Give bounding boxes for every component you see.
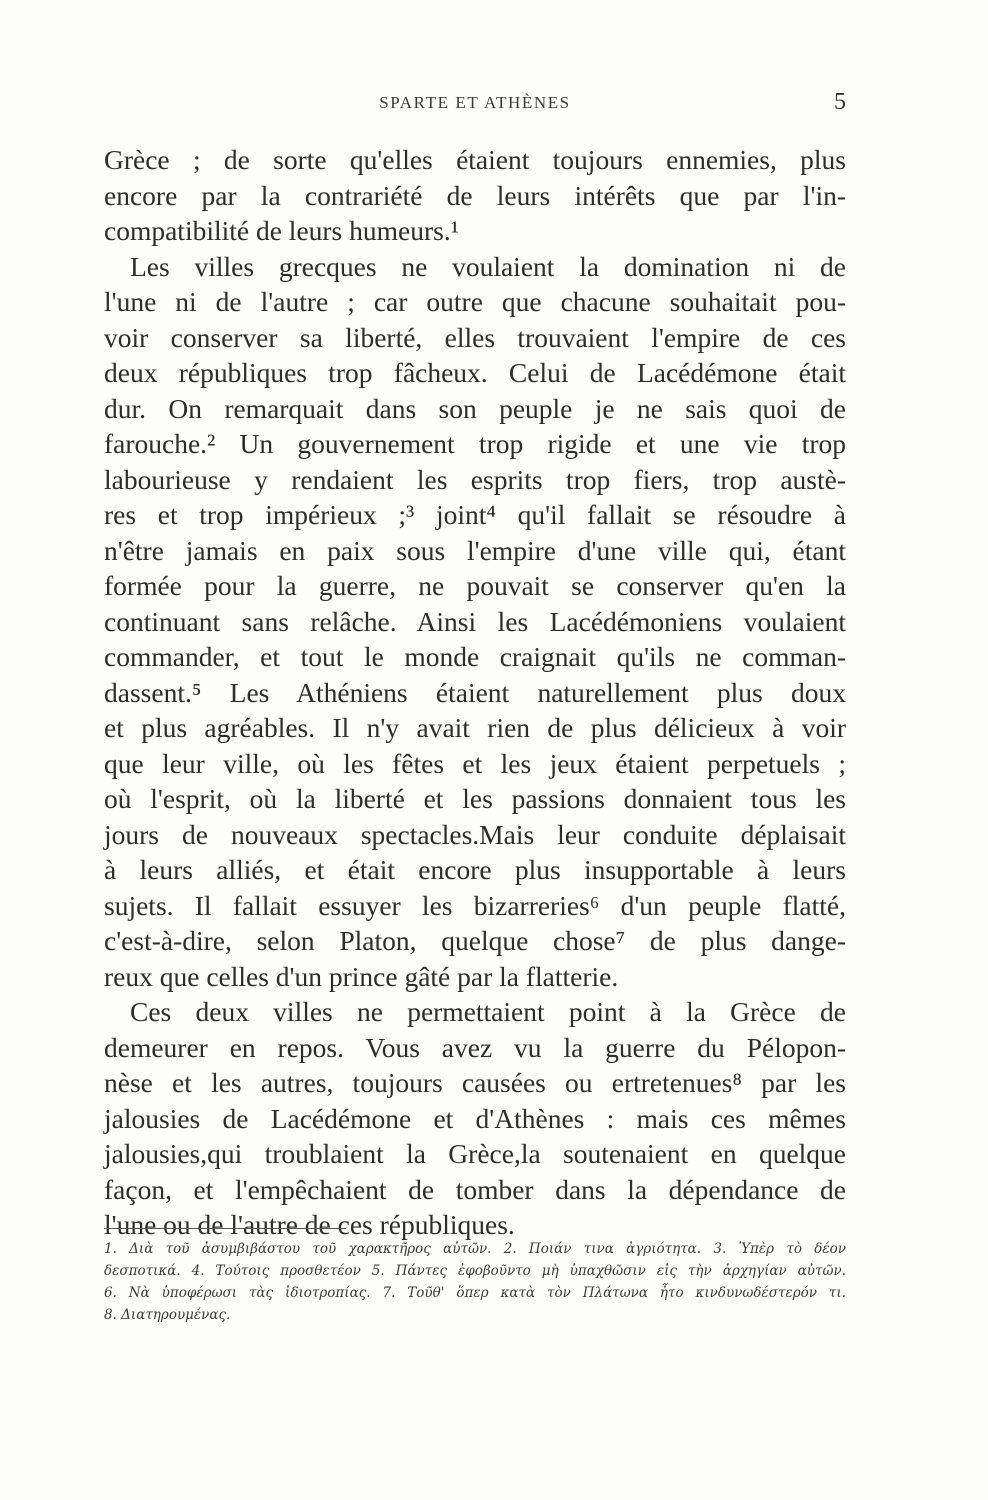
text-line: farouche.² Un gouvernement trop rigide et une vie trop [104,428,846,459]
text-line: n'être jamais en paix sous l'empire d'une ville qui, étant [104,534,846,566]
footnote-line: 6. Νὰ ὑποφέρωσι τὰς ἰδιοτροπίας. 7. Τοῦθ' ὅπερ κατὰ τὸν Πλάτωνα ἦτο κινδυνωδέστερόν τι. [104,1285,846,1301]
text-line: l'une ni de l'autre ; car outre que chacune souhaitait pou- [104,286,846,317]
footnote-line: 1. Διὰ τοῦ ἀσυμβιβάστου τοῦ χαρακτῆρος αὐτῶν. 2. Ποιάν τινα ἀγριότητα. 3. Ὑπὲρ τὸ δέον [104,1241,846,1257]
text-line: jalousies,qui troublaient la Grèce,la soutenaient en quelque [104,1138,846,1169]
text-line: façon, et l'empêchaient de tomber dans la dépendance de [104,1173,846,1205]
text-line: nèse et les autres, toujours causées ou ertretenues⁸ par les [104,1067,846,1098]
text-line: dassent.⁵ Les Athéniens étaient naturellement plus doux [104,676,846,708]
text-line: que leur ville, où les fêtes et les jeux étaient perpetuels ; [104,747,846,779]
footnote-divider [104,1228,346,1229]
text-line: Les villes grecques ne voulaient la domination ni de [130,250,846,282]
text-line: demeurer en repos. Vous avez vu la guerre du Pélopon- [104,1031,846,1063]
text-line: labourieuse y rendaient les esprits trop fiers, trop austè- [104,463,846,495]
page-number: 5 [834,89,846,115]
text-line: sujets. Il fallait essuyer les bizarreries⁶ d'un peuple flatté, [104,889,846,921]
text-line: voir conserver sa liberté, elles trouvaient l'empire de ces [104,321,846,353]
main-text [104,142,846,1243]
text-line: res et trop impérieux ;³ joint⁴ qu'il fallait se résoudre à [104,499,846,530]
footnote-line: δεσποτικά. 4. Τούτοις προσθετέον 5. Πάντες ἐφοβοῦντο μὴ ὑπαχθῶσιν εἰς τὴν ἀρχηγίαν αὐτῶν. [104,1263,846,1279]
text-line: c'est-à-dire, selon Platon, quelque chose⁷ de plus dange- [104,925,846,956]
text-line: deux républiques trop fâcheux. Celui de Lacédémone était [104,357,846,388]
text-line: formée pour la guerre, ne pouvait se conserver qu'en la [104,570,846,601]
footnote-line: 8. Διατηρουμένας. [104,1307,231,1323]
text-line: à leurs alliés, et était encore plus insupportable à leurs [104,854,846,885]
text-line: jours de nouveaux spectacles.Mais leur conduite déplaisait [104,818,846,850]
text-line: continuant sans relâche. Ainsi les Lacédémoniens voulaient [104,605,846,637]
text-line: où l'esprit, où la liberté et les passions donnaient tous les [104,783,846,814]
text-line: Ces deux villes ne permettaient point à la Grèce de [130,996,846,1027]
text-line: compatibilité de leurs humeurs.¹ [104,215,459,246]
page-header [104,89,846,121]
text-line: commander, et tout le monde craignait qu'ils ne comman- [104,641,846,672]
text-line: reux que celles d'un prince gâté par la flatterie. [104,960,619,992]
footnotes [104,1238,846,1326]
text-line: Grèce ; de sorte qu'elles étaient toujours ennemies, plus [104,144,846,175]
text-line: l'une ou de l'autre de ces républiques. [104,1209,515,1240]
running-head: SPARTE ET ATHÈNES [379,93,571,112]
text-line: jalousies de Lacédémone et d'Athènes : mais ces mêmes [104,1102,846,1134]
text-line: encore par la contrariété de leurs intérêts que par l'in- [104,179,846,211]
text-line: et plus agréables. Il n'y avait rien de plus délicieux à voir [104,712,846,743]
text-line: dur. On remarquait dans son peuple je ne sais quoi de [104,392,846,424]
